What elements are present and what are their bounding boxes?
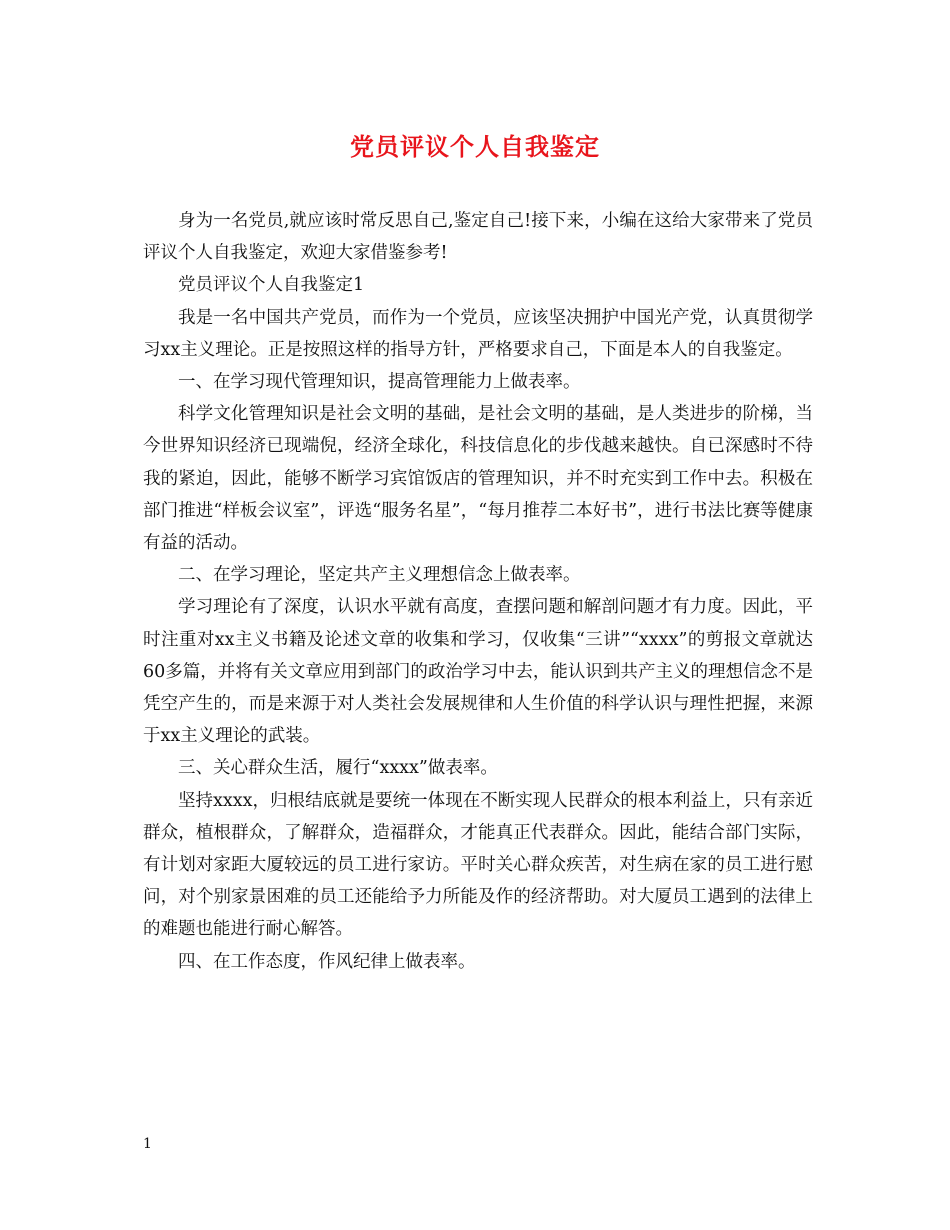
- section-heading: 三、关心群众生活，履行“xxxx”做表率。: [178, 758, 498, 779]
- section-heading: 二、在学习理论，坚定共产主义理想信念上做表率。: [178, 565, 581, 586]
- document-title: 党员评议个人自我鉴定: [350, 132, 600, 161]
- document-body: [143, 205, 813, 978]
- paragraph: 科学文化管理知识是社会文明的基础，是社会文明的基础，是人类进步的阶梯，当今世界知识经济已现端倪，经济全球化，科技信息化的步伐越来越快。自已深感时不待我的紧迫，因此，能够不断学习宾馆饭店的管理知识，并不时充实到工作中去。积极在部门推进“样板会议室”，评选“服务名星”，“每月推荐二本好书”，进行书法比赛等健康有益的活动。: [143, 404, 813, 554]
- section-heading: 四、在工作态度，作风纪律上做表率。: [178, 951, 476, 972]
- paragraph: 学习理论有了深度，认识水平就有高度，查摆问题和解剖问题才有力度。因此，平时注重对xx主义书籍及论述文章的收集和学习，仅收集“三讲”“xxxx”的剪报文章就达60多篇，并将有关文章应用到部门的政治学习中去，能认识到共产主义的理想信念不是凭空产生的，而是来源于对人类社会发展规律和人生价值的科学认识与理性把握，来源于xx主义理论的武装。: [143, 597, 813, 747]
- page-number: 1: [143, 1136, 152, 1152]
- section-heading: 一、在学习现代管理知识，提高管理能力上做表率。: [178, 372, 581, 393]
- paragraph: 身为一名党员,就应该时常反思自己,鉴定自己!接下来，小编在这给大家带来了党员评议个人自我鉴定，欢迎大家借鉴参考!: [143, 211, 813, 264]
- paragraph: 坚持xxxx，归根结底就是要统一体现在不断实现人民群众的根本利益上，只有亲近群众，植根群众，了解群众，造福群众，才能真正代表群众。因此，能结合部门实际，有计划对家距大厦较远的员工进行家访。平时关心群众疾苦，对生病在家的员工进行慰问，对个别家景困难的员工还能给予力所能及作的经济帮助。对大厦员工遇到的法律上的难题也能进行耐心解答。: [143, 790, 813, 940]
- paragraph: 我是一名中国共产党员，而作为一个党员，应该坚决拥护中国光产党，认真贯彻学习xx主义理论。正是按照这样的指导方针，严格要求自己，下面是本人的自我鉴定。: [143, 307, 813, 360]
- section-heading: 党员评议个人自我鉴定1: [178, 275, 365, 296]
